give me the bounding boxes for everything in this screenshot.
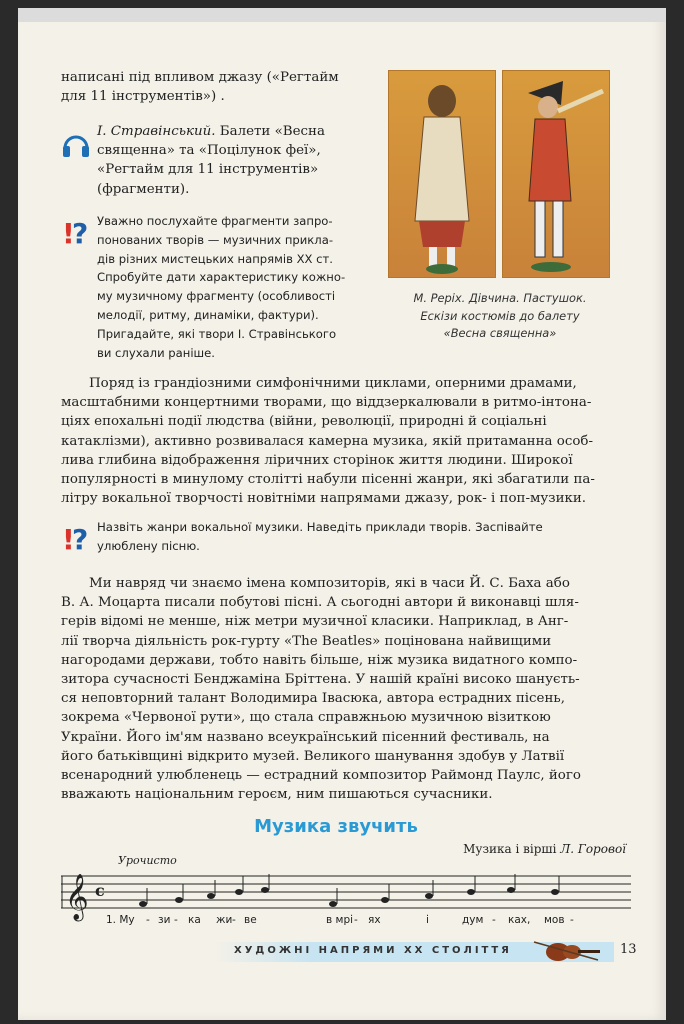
lyric-syllable: ве xyxy=(244,914,257,926)
lyric-syllable: мов xyxy=(544,914,565,926)
note-heads xyxy=(139,874,559,907)
lyric-syllable: 1. Му xyxy=(106,914,135,926)
running-title: ХУДОЖНІ НАПРЯМИ XX СТОЛІТТЯ xyxy=(234,945,512,956)
paragraph-1 xyxy=(61,374,631,508)
caption-line: М. Реріх. Дівчина. Пастушок. xyxy=(413,291,587,305)
section-heading: Музика звучить xyxy=(254,816,418,837)
question-line: ви слухали раніше. xyxy=(97,345,215,360)
song-credit xyxy=(398,842,626,856)
listening-block xyxy=(61,122,381,199)
lyric-syllable: - xyxy=(570,914,574,926)
violin-icon xyxy=(532,938,602,964)
lyric-syllable: дум xyxy=(462,914,484,926)
image-caption xyxy=(390,290,610,343)
paragraph-line: України. Його ім'ям названо всеукраїнський пісенний фестиваль, на xyxy=(61,729,550,745)
credit-prefix: Музика і вірші xyxy=(463,842,561,856)
question-line: Пригадайте, які твори І. Стравінського xyxy=(97,326,337,341)
listen-line: (фрагменти). xyxy=(97,181,190,197)
question-line: мелодії, ритму, динаміки, фактури). xyxy=(97,307,319,322)
paragraph-line: Поряд із грандіозними симфонічними циклами, оперними драмами, xyxy=(89,376,577,391)
sketch-girl-image xyxy=(388,70,496,278)
paragraph-line: вважають національним героєм, ним пишаються сучасники. xyxy=(61,787,493,803)
question-line: Спробуйте дати характеристику кожно- xyxy=(97,270,346,285)
paragraph-line: катаклізми), активно розвивалася камерна музика, якій притаманна особ- xyxy=(61,433,593,449)
svg-text:?: ? xyxy=(72,217,89,248)
question-line: Уважно послухайте фрагменти запро- xyxy=(97,214,333,228)
paragraph-line: В. А. Моцарта писали побутові пісні. А сьогодні автори й виконавці шля- xyxy=(61,595,579,611)
composer-name: І. Стравінський. xyxy=(97,124,216,139)
question-line: дів різних мистецьких напрямів XX ст. xyxy=(97,251,333,266)
question-block-1 xyxy=(61,212,381,362)
credit-author: Л. Горової xyxy=(560,842,626,856)
paragraph-line: зокрема «Червоної рути», що стала справжньою музичною візиткою xyxy=(61,710,551,726)
sketch-shepherd-image xyxy=(502,70,610,278)
paragraph-line: Ми навряд чи знаємо імена композиторів, які в часи Й. С. Баха або xyxy=(89,576,570,591)
question-block-2 xyxy=(61,518,631,556)
textbook-page xyxy=(18,8,666,1020)
svg-text:?: ? xyxy=(72,523,89,554)
question-exclamation-icon xyxy=(61,216,93,248)
caption-line: «Весна священна» xyxy=(443,326,557,340)
svg-text:!: ! xyxy=(62,217,75,248)
lyric-syllable: - xyxy=(354,914,358,926)
paragraph-line: лії творча діяльність рок-гурту «The Beatles» поцінована найвищими xyxy=(61,633,552,649)
paragraph-line: нагородами держави, тобто навіть більше, ніж музика видатного компо- xyxy=(61,652,578,668)
common-time-icon: c xyxy=(95,881,105,900)
paragraph-line: масштабними концертними творами, що віддзеркалювали в ритмо-інтона- xyxy=(61,395,592,411)
intro-line: написані під впливом джазу («Регтайм xyxy=(61,70,339,85)
lyric-syllable: - xyxy=(232,914,236,926)
paragraph-line: популярності в минулому столітті набули пісенні жанри, які збагатили па- xyxy=(61,472,595,488)
lyric-syllable: жи xyxy=(216,914,233,926)
paragraph-line: ціях епохальні події людства (війни, революції, природні й соціальні xyxy=(61,414,547,430)
question-line: Назвіть жанри вокальної музики. Наведіть приклади творів. Заспівайте xyxy=(97,520,543,534)
paragraph-line: літру вокальної творчості новітніми напрямами джазу, рок- і поп-музики. xyxy=(61,491,587,507)
listen-line: Балети «Весна xyxy=(215,124,325,139)
lyric-syllable: - xyxy=(174,914,178,926)
paragraph-line: зитора сучасності Бенджаміна Бріттена. У нашій країні високо шануєть- xyxy=(61,672,580,688)
intro-line: для 11 інструментів») . xyxy=(61,89,225,105)
lyric-syllable: - xyxy=(492,914,496,926)
scan-top-edge xyxy=(18,8,666,22)
lyric-syllable: ях xyxy=(368,914,381,926)
intro-text xyxy=(61,68,376,106)
lyric-syllable: зи xyxy=(158,914,171,926)
question-exclamation-icon xyxy=(61,522,93,554)
lyric-syllable: ка xyxy=(188,914,201,926)
svg-text:!: ! xyxy=(62,523,75,554)
lyric-syllable: - xyxy=(146,914,150,926)
lyric-syllable: в мрі xyxy=(326,914,354,926)
caption-line: Ескізи костюмів до балету xyxy=(420,308,580,323)
treble-clef-icon: 𝄞 xyxy=(65,874,89,920)
question-line: му музичному фрагменту (особливості xyxy=(97,289,336,304)
question-line: понованих творів — музичних прикла- xyxy=(97,232,333,247)
listen-line: священна» та «Поцілунок феї», xyxy=(97,143,321,159)
paragraph-line: ся неповторний талант Володимира Івасюка, автора естрадних пісень, xyxy=(61,691,565,707)
costume-sketches xyxy=(388,70,610,282)
paragraph-2 xyxy=(61,574,631,804)
listen-line: «Регтайм для 11 інструментів» xyxy=(97,162,319,178)
question-line: улюблену пісню. xyxy=(97,538,200,553)
headphones-icon xyxy=(61,130,91,160)
song-lyrics xyxy=(106,914,626,932)
page-number: 13 xyxy=(620,942,637,957)
paragraph-line: всенародний улюбленець — естрадний композитор Раймонд Паулс, його xyxy=(61,768,581,784)
lyric-syllable: ках, xyxy=(508,914,531,926)
tempo-marking: Урочисто xyxy=(118,854,177,867)
paragraph-line: лива глибина відображення ліричних сторінок життя людини. Широкої xyxy=(61,452,573,468)
paragraph-line: герів відомі не менше, ніж метри музичної класики. Наприклад, в Анг- xyxy=(61,614,569,630)
lyric-syllable: і xyxy=(426,914,429,926)
paragraph-line: його батьківщині відкрито музей. Великого шанування здобув у Латвії xyxy=(61,748,565,764)
